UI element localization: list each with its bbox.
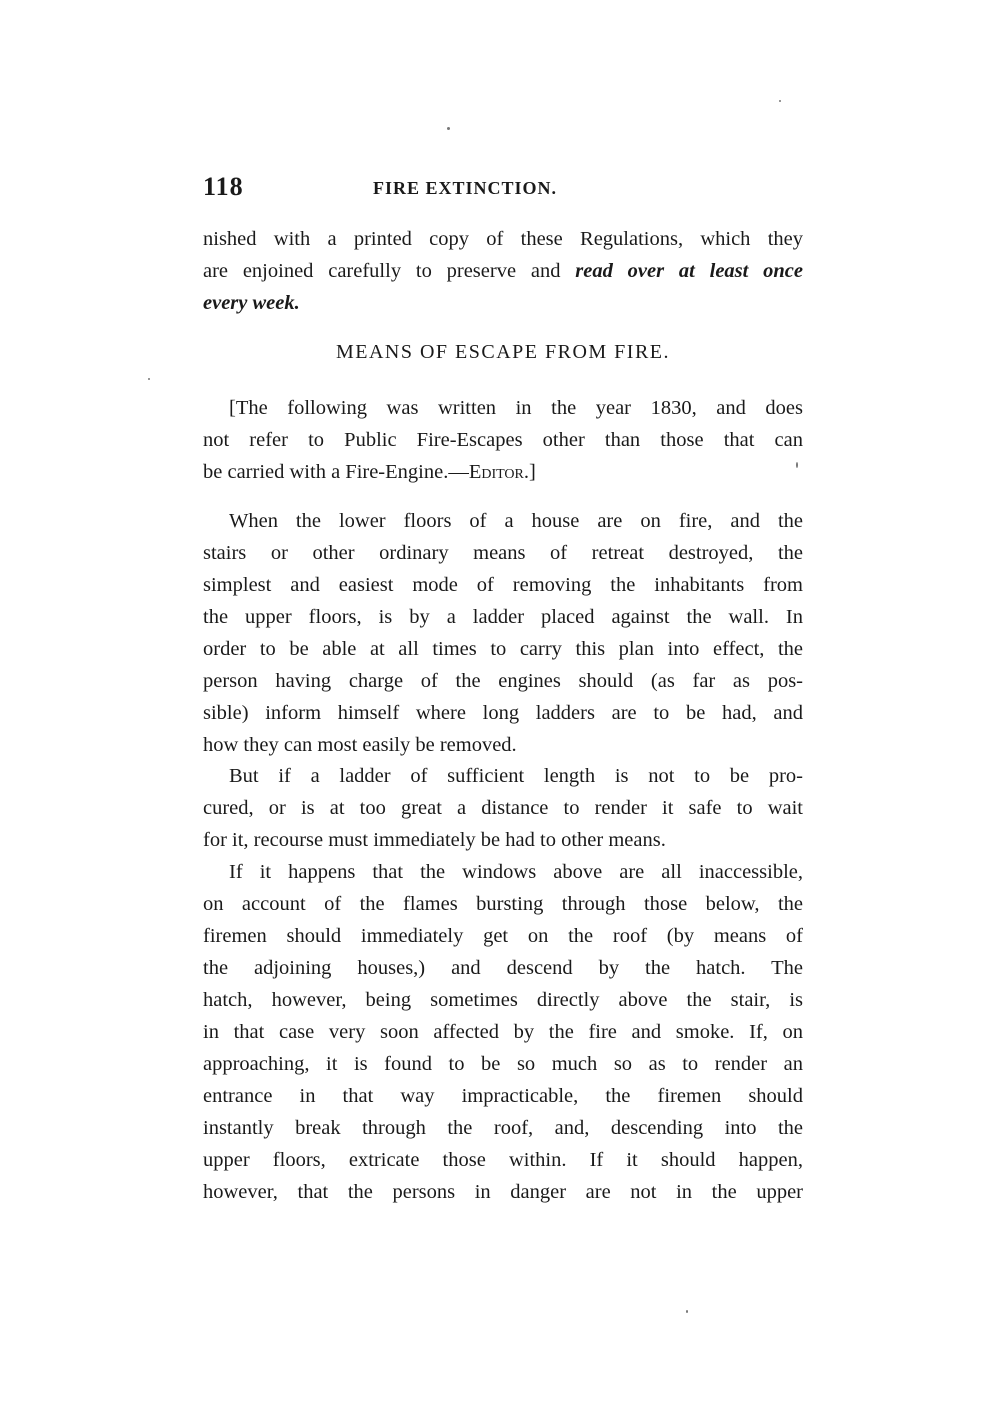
scan-speck [686,1310,688,1313]
text-line: cured, or is at too great a distance to render it safe to wait [203,797,803,819]
text-line: firemen should immediately get on the roof (by means of [203,925,803,947]
text-line: however, that the persons in danger are not in the upper [203,1181,803,1203]
text-line: approaching, it is found to be so much so as to render an [203,1053,803,1075]
text-line: on account of the flames bursting through those below, the [203,893,803,915]
paragraph-2 [203,760,803,856]
section-heading: MEANS OF ESCAPE FROM FIRE. [335,341,671,363]
scan-speck [148,378,150,380]
paragraph-1 [203,505,803,761]
text-line: simplest and easiest mode of removing the inhabitants from [203,574,803,596]
text-line: the adjoining houses,) and descend by the hatch. The [203,957,803,979]
text-line: instantly break through the roof, and, descending into the [203,1117,803,1139]
text-line: order to be able at all times to carry this plan into effect, the [203,638,803,660]
editor-note [203,392,803,488]
text-line: If it happens that the windows above are all inaccessible, [229,861,803,883]
text-line: not refer to Public Fire-Escapes other than those that can [203,429,803,451]
text-line: upper floors, extricate those within. If it should happen, [203,1149,803,1171]
text-span: be carried with a Fire-Engine.— [203,461,469,483]
text-line [203,456,803,488]
text-line: for it, recourse must immediately be had to other means. [203,829,666,851]
text-line: When the lower floors of a house are on fire, and the [229,510,803,532]
scan-speck [779,100,781,102]
text-line: stairs or other ordinary means of retreat destroyed, the [203,542,803,564]
editor-signature: Editor [468,461,524,483]
text-line: hatch, however, being sometimes directly above the stair, is [203,989,803,1011]
text-line: But if a ladder of sufficient length is not to be pro- [229,765,803,787]
emphasis-line: every week. [203,292,300,314]
text-line: entrance in that way impracticable, the firemen should [203,1085,803,1107]
text-line: the upper floors, is by a ladder placed against the wall. In [203,606,803,628]
text-line [203,255,803,287]
running-head [203,172,803,202]
running-title: FIRE EXTINCTION. [373,178,558,198]
text-line: [The following was written in the year 1830, and does [229,397,803,419]
text-line: sible) inform himself where long ladders are to be had, and [203,702,803,724]
continuation-paragraph [203,223,803,319]
text-span: .] [523,461,536,483]
text-line: nished with a printed copy of these Regulations, which they [203,228,803,250]
text-line: how they can most easily be removed. [203,734,517,756]
emphasis-text: read over at least once [575,260,803,282]
text-line: person having charge of the engines should (as far as pos- [203,670,803,692]
text-line: in that case very soon affected by the fire and smoke. If, on [203,1021,803,1043]
page-number: 118 [203,172,244,201]
paragraph-3 [203,856,803,1208]
text-span: are enjoined carefully to preserve and [203,260,576,282]
scan-speck [447,127,450,130]
